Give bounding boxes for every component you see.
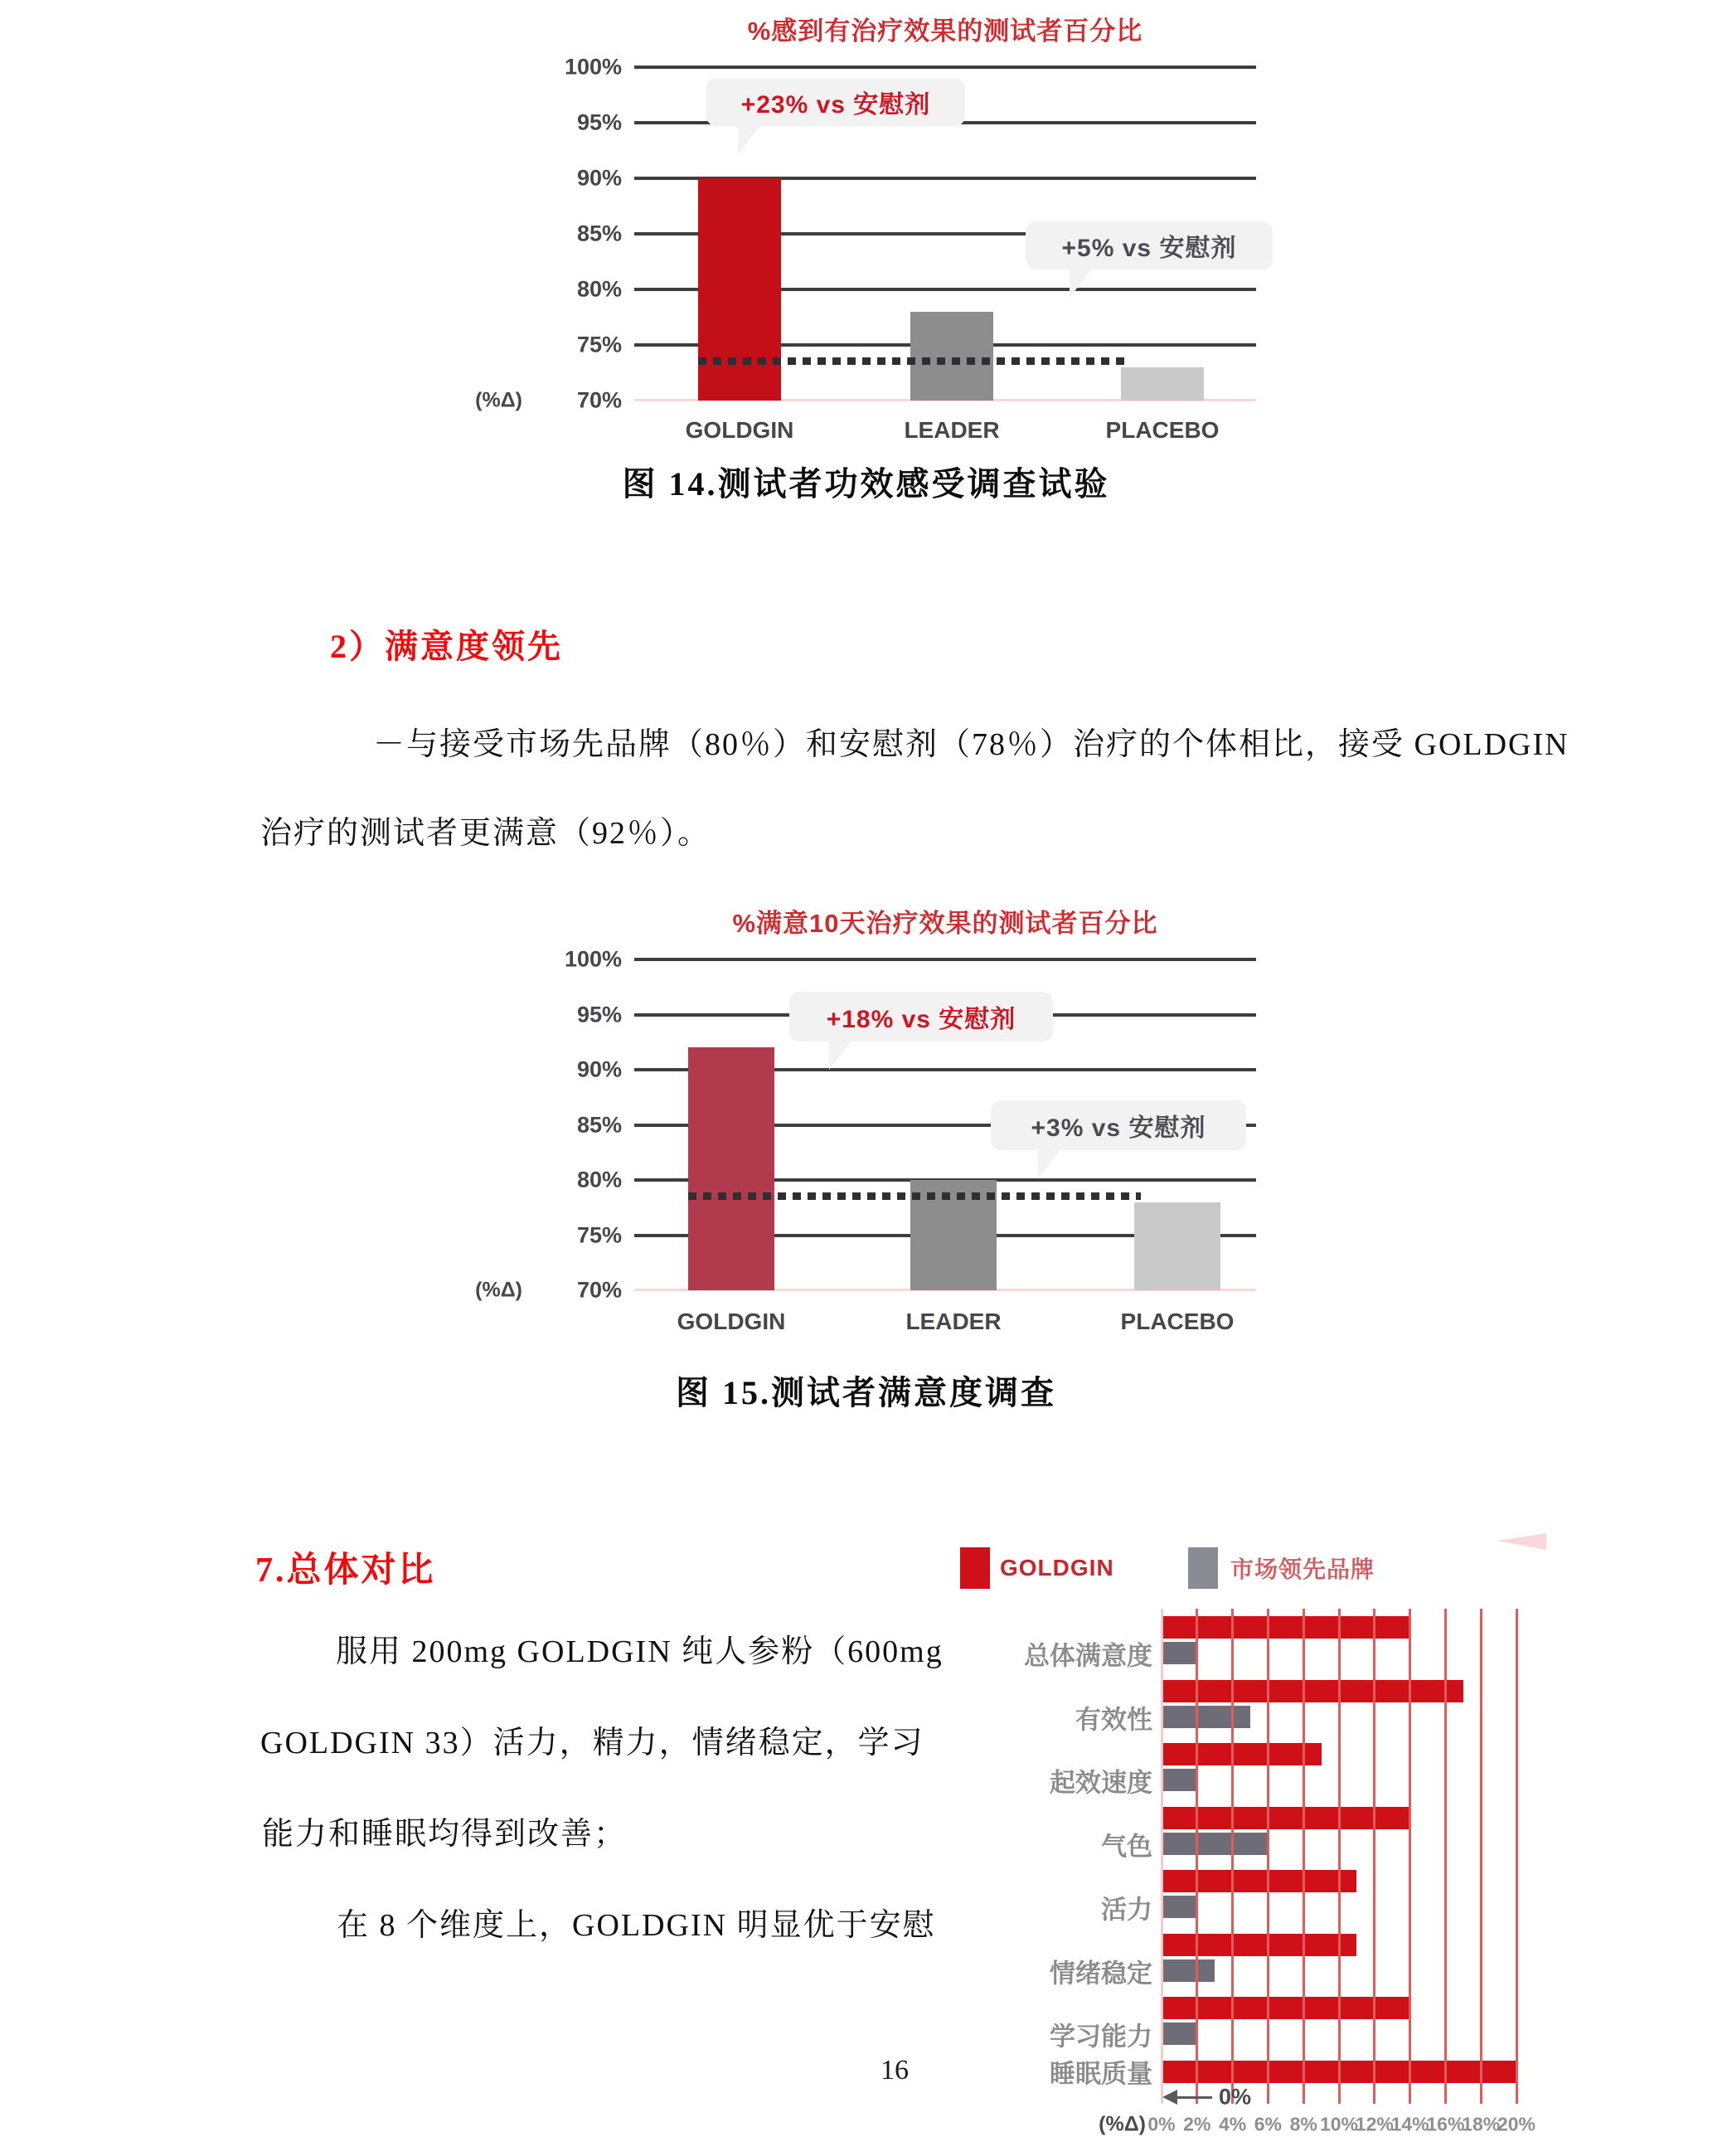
x-axis-tick-label: 10% (1319, 2113, 1359, 2135)
category-label: 情绪稳定 (1050, 1959, 1152, 1988)
gridline (1373, 1609, 1375, 2104)
y-axis-tick-label: 85% (576, 221, 622, 246)
chart-title: %感到有治疗效果的测试者百分比 (747, 17, 1143, 46)
x-axis-tick-label: 0% (1147, 2113, 1176, 2135)
gridline (1231, 1609, 1234, 2104)
y-axis-tick-label: 85% (576, 1112, 622, 1137)
x-axis-category-label: PLACEBO (1120, 1309, 1235, 1334)
x-axis-tick-label: 20% (1497, 2113, 1536, 2135)
y-axis-tick-label: 75% (576, 332, 622, 357)
annotation-bubble: +18% vs 安慰剂 (789, 992, 1053, 1042)
placebo-reference-line (698, 357, 1128, 365)
x-axis-tick-label: 12% (1355, 2113, 1394, 2135)
zero-arrow-line (1176, 2096, 1212, 2099)
section-2-paragraph-line-2: 治疗的测试者更满意（92％）。 (260, 816, 711, 851)
legend-swatch-goldgin (960, 1547, 990, 1589)
section-2-heading: 2）满意度领先 (330, 628, 563, 665)
gridline (1161, 1609, 1163, 2104)
section-7-paragraph-line-2: GOLDGIN 33）活力，精力，情绪稳定，学习 (260, 1726, 924, 1760)
bar-goldgin (698, 178, 781, 401)
x-axis-category-label: PLACEBO (1105, 417, 1220, 443)
annotation-bubble-tail (829, 1040, 852, 1070)
category-label: 睡眠质量 (1050, 2059, 1152, 2089)
section-7-paragraph-line-4: 在 8 个维度上，GOLDGIN 明显优于安慰 (337, 1908, 936, 1943)
gridline (1196, 1609, 1198, 2104)
y-axis-tick-label: 70% (576, 1277, 622, 1303)
bar-placebo (1121, 367, 1204, 401)
x-axis-tick-label: 16% (1426, 2113, 1465, 2135)
category-label: 气色 (1101, 1832, 1152, 1862)
bar-goldgin (688, 1047, 774, 1290)
y-axis-tick-label: 90% (576, 165, 622, 191)
bar-market-leader (1162, 1769, 1197, 1791)
category-label: 起效速度 (1050, 1768, 1152, 1798)
category-label: 有效性 (1075, 1705, 1152, 1735)
y-axis-tick-label: 70% (576, 387, 622, 413)
figure-14-caption: 图 14.测试者功效感受调查试验 (622, 465, 1110, 503)
annotation-bubble-tail (1038, 1148, 1061, 1178)
section-7-paragraph-line-3: 能力和睡眠均得到改善； (262, 1817, 628, 1852)
x-axis-tick-label: 14% (1390, 2113, 1429, 2135)
bar-goldgin (1162, 1934, 1356, 1956)
bar-market-leader (1162, 1959, 1215, 1982)
section-7-paragraph-line-1: 服用 200mg GOLDGIN 纯人参粉（600mg (336, 1634, 944, 1669)
bar-market-leader (1162, 1833, 1268, 1855)
gridline (1444, 1609, 1447, 2104)
annotation-bubble-tail (738, 124, 761, 154)
y-axis-tick-label: 80% (576, 276, 622, 302)
y-axis-tick-label: 80% (576, 1167, 622, 1192)
y-axis-unit-label: (%Δ) (475, 388, 522, 412)
gridline (1516, 1609, 1518, 2104)
bar-market-leader (1162, 1896, 1197, 1918)
category-label: 总体满意度 (1024, 1641, 1152, 1671)
annotation-bubble: +5% vs 安慰剂 (1026, 221, 1273, 270)
gridline (1267, 1609, 1269, 2104)
gridline (1409, 1609, 1411, 2104)
y-axis-tick-label: 75% (576, 1222, 622, 1247)
section-7-heading: 7.总体对比 (255, 1551, 436, 1590)
figure-15-caption: 图 15.测试者满意度调查 (676, 1374, 1056, 1411)
gridline (1303, 1609, 1305, 2104)
zero-value-label: 0% (1219, 2084, 1252, 2110)
gridline (1338, 1609, 1341, 2104)
decorative-pink-wedge (1497, 1533, 1546, 1550)
bar-goldgin (1162, 1870, 1356, 1892)
bar-goldgin (1162, 1680, 1463, 1702)
x-axis-tick-label: 18% (1462, 2113, 1501, 2135)
x-axis-tick-label: 8% (1289, 2113, 1317, 2135)
bar-goldgin (1162, 1743, 1322, 1765)
legend-label-goldgin: GOLDGIN (1000, 1555, 1114, 1581)
legend-swatch-market-leader (1188, 1547, 1218, 1589)
bar-placebo (1134, 1202, 1220, 1290)
x-axis-category-label: GOLDGIN (685, 417, 794, 443)
bar-leader (910, 312, 993, 401)
annotation-bubble: +3% vs 安慰剂 (991, 1100, 1246, 1150)
y-axis-tick-label: 90% (576, 1056, 622, 1082)
x-axis-tick-label: 6% (1254, 2113, 1283, 2135)
bar-market-leader (1162, 2022, 1197, 2045)
x-axis-unit-label: (%Δ) (1099, 2112, 1146, 2136)
y-axis-tick-label: 95% (576, 109, 622, 135)
x-axis-tick-label: 2% (1183, 2113, 1211, 2135)
bar-market-leader (1162, 1642, 1197, 1664)
chart-title: %满意10天治疗效果的测试者百分比 (732, 909, 1158, 938)
x-axis-category-label: LEADER (905, 1309, 1002, 1334)
category-label: 活力 (1101, 1895, 1152, 1925)
section-2-paragraph-line-1: －与接受市场先品牌（80％）和安慰剂（78％）治疗的个体相比，接受 GOLDGIN (373, 727, 1569, 762)
bar-market-leader (1162, 1706, 1250, 1728)
gridline (634, 958, 1256, 961)
category-label: 学习能力 (1050, 2022, 1152, 2052)
y-axis-tick-label: 100% (564, 54, 622, 80)
page-number: 16 (881, 2055, 909, 2086)
y-axis-unit-label: (%Δ) (475, 1278, 522, 1302)
placebo-reference-line (688, 1192, 1141, 1200)
x-axis-category-label: LEADER (904, 417, 1000, 443)
y-axis-tick-label: 100% (564, 946, 622, 972)
gridline (1480, 1609, 1482, 2104)
y-axis-tick-label: 95% (576, 1002, 622, 1027)
x-axis-category-label: GOLDGIN (677, 1309, 786, 1334)
x-axis-tick-label: 4% (1218, 2113, 1247, 2135)
annotation-bubble: +23% vs 安慰剂 (706, 78, 965, 126)
legend-label-market-leader: 市场领先品牌 (1230, 1556, 1375, 1582)
annotation-bubble-tail (1070, 268, 1093, 298)
gridline (634, 66, 1256, 69)
